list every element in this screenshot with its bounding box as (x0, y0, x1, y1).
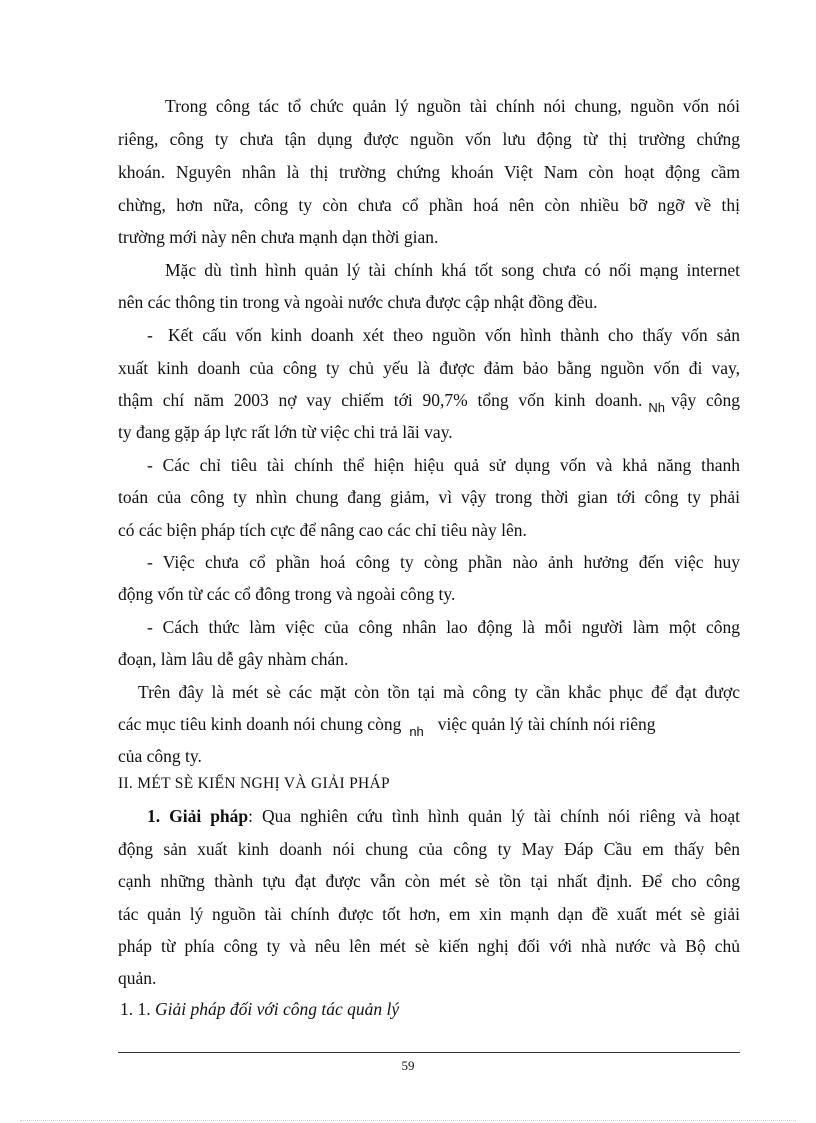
paragraph-line: Trên đây là mét sè các mặt còn tồn tại mà công ty cần khắc phục để đạt được (138, 682, 740, 702)
subsection-title: Giải pháp đối với công tác quản lý (155, 999, 400, 1019)
paragraph-line: Mặc dù tình hình quản lý tài chính khá tốt song chưa có nối mạng internet (165, 260, 740, 280)
subscript-fragment: Nh (648, 400, 665, 415)
paragraph-line: Trong công tác tổ chức quản lý nguồn tài chính nói chung, nguồn vốn nói (165, 96, 740, 116)
paragraph-line: trường mới này nên chưa mạnh dạn thời gian. (118, 227, 439, 247)
paragraph-line: có các biện pháp tích cực để nâng cao các chỉ tiêu này lên. (118, 520, 527, 540)
paragraph-line: toán của công ty nhìn chung đang giảm, vì vậy trong thời gian tới công ty phải (118, 487, 740, 507)
subscript-fragment: nh (409, 724, 424, 739)
paragraph-line: Kết cấu vốn kinh doanh xét theo nguồn vốn hình thành cho thấy vốn sản (168, 325, 740, 345)
text-fragment: vậy công (670, 390, 740, 410)
paragraph-line: - Cách thức làm việc của công nhân lao động là mỗi người làm một công (147, 617, 740, 637)
paragraph-line: xuất kinh doanh của công ty chủ yếu là được đảm bảo bằng nguồn vốn đi vay, (118, 358, 740, 378)
subsection-heading (120, 998, 742, 1020)
page-edge-divider (20, 1120, 796, 1121)
subheading-bold: 1. Giải pháp (147, 806, 249, 826)
bullet-dash: - (147, 325, 153, 345)
paragraph-line: tác quản lý nguồn tài chính được tốt hơn, em xin mạnh dạn đề xuất mét sè giải (118, 904, 740, 924)
paragraph-line: động vốn từ các cổ đông trong và ngoài công ty. (118, 584, 456, 604)
section-heading: II. MÉT SÈ KIẾN NGHỊ VÀ GIẢI PHÁP (118, 775, 390, 792)
subsection-number: 1. 1. (120, 999, 151, 1019)
text-fragment: các mục tiêu kinh doanh nói chung còng (118, 714, 402, 734)
paragraph-line: pháp từ phía công ty và nêu lên mét sè kiến nghị đối với nhà nước và Bộ chủ (118, 936, 740, 956)
paragraph-line: cạnh những thành tựu đạt được vẫn còn mét sè tồn tại nhất định. Để cho công (118, 871, 740, 891)
paragraph-line: - Việc chưa cổ phần hoá công ty còng phần nào ảnh hưởng đến việc huy (147, 552, 740, 572)
paragraph-line: khoán. Nguyên nhân là thị trường chứng khoán Việt Nam còn hoạt động cầm (118, 162, 740, 182)
paragraph-line: nên các thông tin trong và ngoài nước chưa được cập nhật đồng đều. (118, 292, 598, 312)
paragraph-line: đoạn, làm lâu dễ gây nhàm chán. (118, 649, 349, 669)
paragraph-line: chừng, hơn nữa, công ty còn chưa cổ phần hoá nên còn nhiều bỡ ngỡ về thị (118, 195, 740, 215)
paragraph-line: động sản xuất kinh doanh nói chung của công ty May Đáp Cầu em thấy bên (118, 839, 740, 859)
paragraph-line (118, 713, 740, 737)
paragraph-line: riêng, công ty chưa tận dụng được nguồn vốn lưu động từ thị trường chứng (118, 129, 740, 149)
paragraph-line (118, 389, 740, 413)
paragraph-line: quản. (118, 968, 157, 988)
paragraph-line: của công ty. (118, 746, 202, 766)
paragraph-line: - Các chỉ tiêu tài chính thể hiện hiệu quả sử dụng vốn và khả năng thanh (147, 455, 740, 475)
text-fragment: việc quản lý tài chính nói riêng (437, 714, 656, 734)
footer-rule (118, 1052, 740, 1053)
paragraph-line: ty đang gặp áp lực rất lớn từ việc chi trả lãi vay. (118, 422, 453, 442)
page-number: 59 (401, 1058, 415, 1073)
text-fragment: : Qua nghiên cứu tình hình quản lý tài chính nói riêng và hoạt (248, 806, 740, 826)
text-fragment: thậm chí năm 2003 nợ vay chiếm tới 90,7% tổng vốn kinh doanh. (118, 390, 643, 410)
paragraph-line (147, 805, 740, 827)
